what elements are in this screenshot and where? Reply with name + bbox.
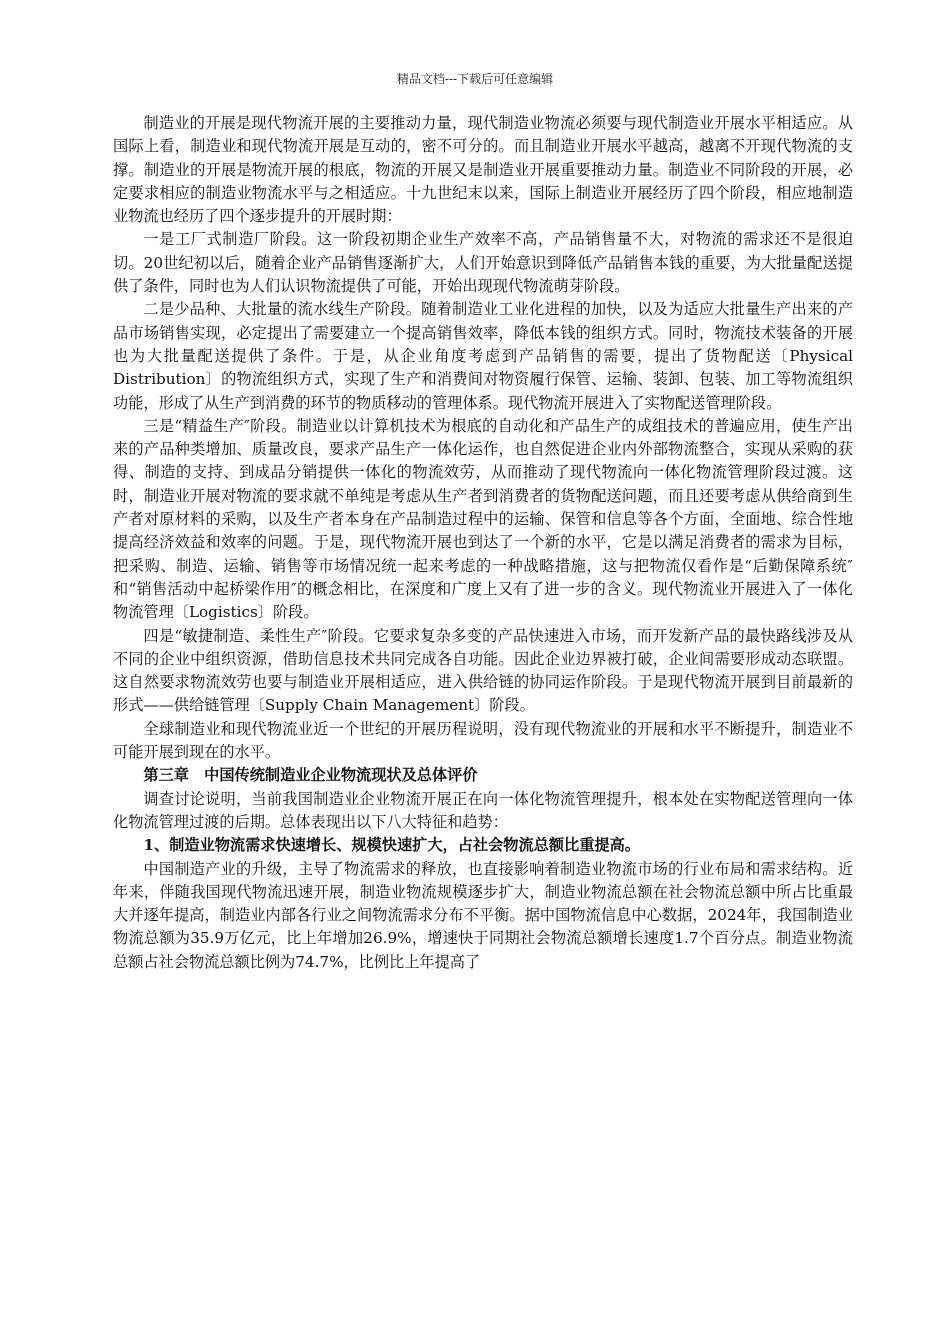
paragraph-survey: 调查讨论说明，当前我国制造业企业物流开展正在向一体化物流管理提升，根本处在实物配送管理向一体化物流管理过渡的后期。总体表现出以下八大特征和趋势：	[113, 789, 853, 831]
page-header: 精品文档---下载后可任意编辑	[396, 72, 554, 86]
paragraph-stage-two: 二是少品种、大批量的流水线生产阶段。随着制造业工业化进程的加快，以及为适应大批量生产出来的产品市场销售实现，必定提出了需要建立一个提高销售效率，降低本钱的组织方式。同时，物流技术装备的开展也为大批量配送提供了条件。于是，从企业角度考虑到产品销售的需要，提出了货物配送〔Physical Distribution〕的物流组织方式，实现了生产和消费间对物资履行保管、运输、装卸、包装、加工等物流组织功能，形成了从生产到消费的环节的物质移动的管理体系。现代物流开展进入了实物配送管理阶段。	[113, 300, 853, 412]
document-body	[113, 112, 853, 974]
paragraph-data: 中国制造产业的升级，主导了物流需求的释放，也直接影响着制造业物流市场的行业布局和需求结构。近年来，伴随我国现代物流迅速开展，制造业物流规模逐步扩大，制造业物流总额在社会物流总额中所占比重最大并逐年提高，制造业内部各行业之间物流需求分布不平衡。据中国物流信息中心数据，2024年，我国制造业物流总额为35.9万亿元，比上年增加26.9%，增速快于同期社会物流总额增长速度1.7个百分点。制造业物流总额占社会物流总额比例为74.7%，比例比上年提高了	[113, 859, 853, 971]
paragraph-intro: 制造业的开展是现代物流开展的主要推动力量，现代制造业物流必须要与现代制造业开展水平相适应。从国际上看，制造业和现代物流开展是互动的，密不可分的。而且制造业开展水平越高，越离不开现代物流的支撑。制造业的开展是物流开展的根底，物流的开展又是制造业开展重要推动力量。制造业不同阶段的开展，必定要求相应的制造业物流水平与之相适应。十九世纪末以来，国际上制造业开展经历了四个阶段，相应地制造业物流也经历了四个逐步提升的开展时期：	[113, 114, 853, 226]
chapter-heading: 第三章 中国传统制造业企业物流现状及总体评价	[143, 766, 478, 785]
paragraph-stage-four: 四是“敏捷制造、柔性生产″阶段。它要求复杂多变的产品快速进入市场，而开发新产品的最快路线涉及从不同的企业中组织资源，借助信息技术共同完成各自功能。因此企业边界被打破，企业间需要形成动态联盟。这自然要求物流效劳也要与制造业开展相适应，进入供给链的协同运作阶段。于是现代物流开展到目前最新的形式——供给链管理〔Supply Chain Management〕阶段。	[113, 626, 853, 715]
paragraph-stage-three: 三是“精益生产″阶段。制造业以计算机技术为根底的自动化和产品生产的成组技术的普遍应用，使生产出来的产品种类增加、质量改良，要求产品生产一体化运作，也自然促进企业内外部物流整合，实现从采购的获得、制造的支持、到成品分销提供一体化的物流效劳，从而推动了现代物流向一体化物流管理阶段过渡。这时，制造业开展对物流的要求就不单纯是考虑从生产者到消费者的货物配送问题，而且还要考虑从供给商到生产者对原材料的采购，以及生产者本身在产品制造过程中的运输、保管和信息等各个方面，全面地、综合性地提高经济效益和效率的问题。于是，现代物流开展也到达了一个新的水平，它是以满足消费者的需求为目标，把采购、制造、运输、销售等市场情况统一起来考虑的一种战略措施，这与把物流仅看作是“后勤保障系统″和“销售活动中起桥梁作用″的概念相比，在深度和广度上又有了进一步的含义。现代物流业开展进入了一体化物流管理〔Logistics〕阶段。	[113, 416, 853, 622]
paragraph-conclusion: 全球制造业和现代物流业近一个世纪的开展历程说明，没有现代物流业的开展和水平不断提升，制造业不可能开展到现在的水平。	[113, 719, 853, 762]
section-heading: 1、制造业物流需求快速增长、规模快速扩大，占社会物流总额比重提高。	[143, 836, 640, 855]
paragraph-stage-one: 一是工厂式制造厂阶段。这一阶段初期企业生产效率不高，产品销售量不大，对物流的需求还不是很迫切。20世纪初以后，随着企业产品销售逐渐扩大，人们开始意识到降低产品销售本钱的重要，为大批量配送提供了条件，同时也为人们认识物流提供了可能，开始出现现代物流萌芽阶段。	[113, 230, 853, 296]
